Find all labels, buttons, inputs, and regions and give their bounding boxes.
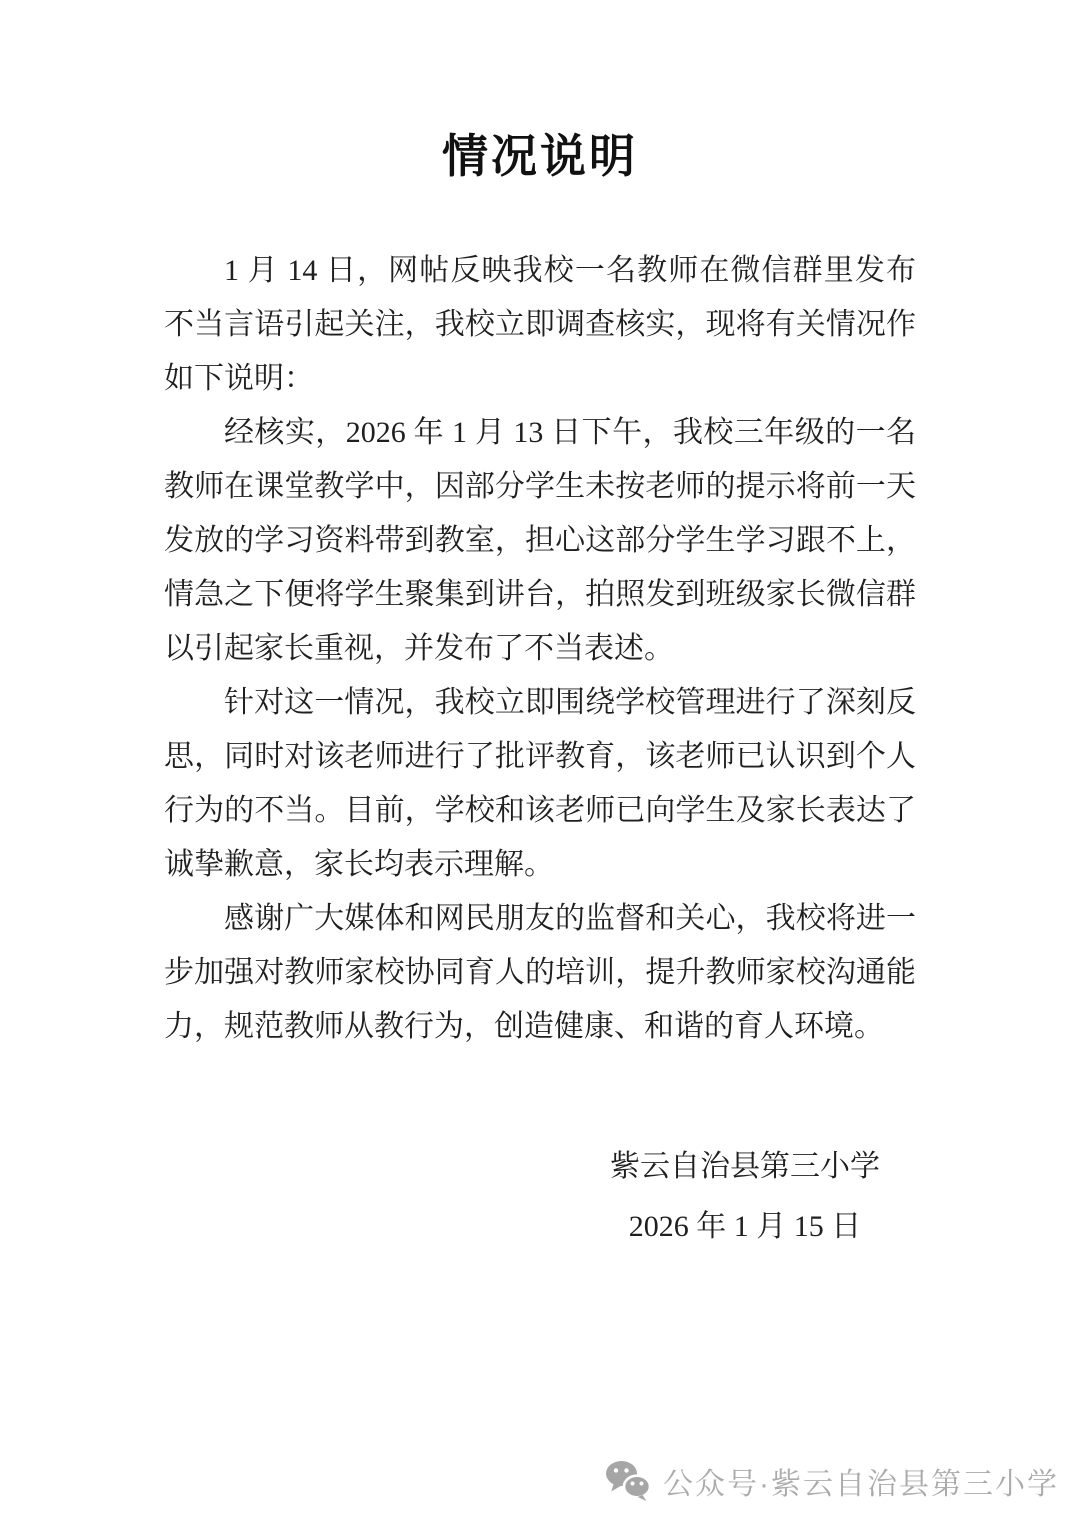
document-paragraph: 1 月 14 日，网帖反映我校一名教师在微信群里发布不当言语引起关注，我校立即调查核实，现将有关情况作如下说明： [164, 254, 916, 395]
signature-school-name: 紫云自治县第三小学 [610, 1150, 880, 1183]
document-body [164, 244, 916, 1054]
signature-block [610, 1140, 880, 1254]
document-paragraph: 针对这一情况，我校立即围绕学校管理进行了深刻反思，同时对该老师进行了批评教育，该老师已认识到个人行为的不当。目前，学校和该老师已向学生及家长表达了诚挚歉意，家长均表示理解。 [164, 686, 916, 881]
document-paragraph: 经核实，2026 年 1 月 13 日下午，我校三年级的一名教师在课堂教学中，因部分学生未按老师的提示将前一天发放的学习资料带到教室，担心这部分学生学习跟不上，情急之下便将学生聚集到讲台，拍照发到班级家长微信群以引起家长重视，并发布了不当表述。 [164, 416, 916, 665]
document-paragraph: 感谢广大媒体和网民朋友的监督和关心，我校将进一步加强对教师家校协同育人的培训，提升教师家校沟通能力，规范教师从教行为，创造健康、和谐的育人环境。 [164, 902, 916, 1043]
wechat-icon [605, 1460, 651, 1502]
document-title: 情况说明 [442, 131, 638, 182]
wechat-account-label: 公众号·紫云自治县第三小学 [663, 1468, 1059, 1501]
wechat-footer [605, 1459, 1059, 1503]
signature-date: 2026 年 1 月 15 日 [628, 1210, 862, 1243]
